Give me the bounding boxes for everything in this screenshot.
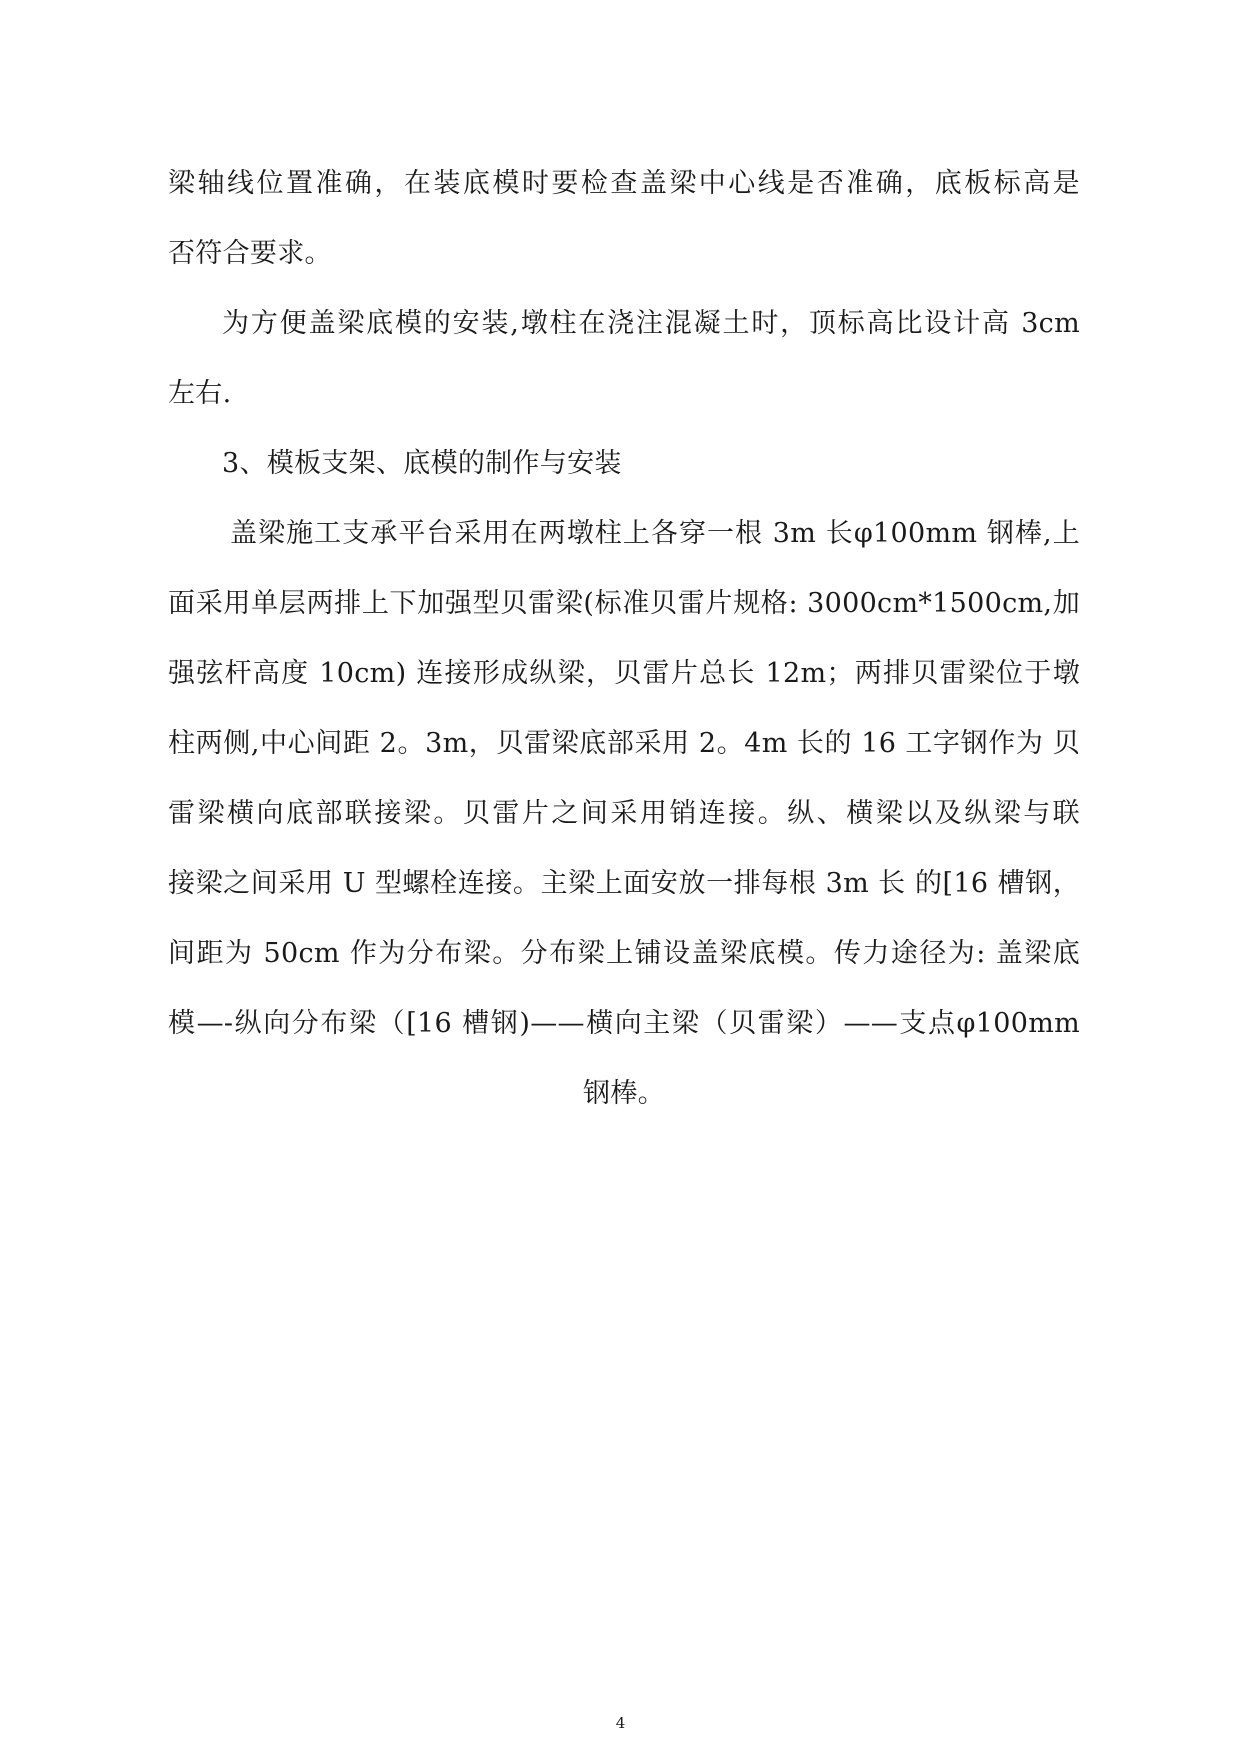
paragraph-line: 否符合要求。 (168, 238, 332, 269)
page-number: 4 (615, 1714, 626, 1732)
paragraph-line: 梁轴线位置准确，在装底模时要检查盖梁中心线是否准确，底板标高是 (168, 168, 1080, 199)
paragraph-line: 接梁之间采用 U 型螺栓连接。主梁上面安放一排每根 3m 长 的[16 槽钢， (168, 868, 1080, 899)
paragraph-line: 为方便盖梁底模的安装,墩柱在浇注混凝土时，顶标高比设计高 3cm (222, 308, 1080, 339)
paragraph-line: 间距为 50cm 作为分布梁。分布梁上铺设盖梁底模。传力途径为: 盖梁底 (168, 938, 1080, 969)
paragraph-line: 左右. (168, 378, 232, 409)
paragraph-line: 强弦杆高度 10cm) 连接形成纵梁，贝雷片总长 12m；两排贝雷梁位于墩 (168, 658, 1080, 689)
paragraph-line: 面采用单层两排上下加强型贝雷梁(标准贝雷片规格: 3000cm*1500cm,加 (168, 588, 1080, 619)
paragraph-line: 雷梁横向底部联接梁。贝雷片之间采用销连接。纵、横梁以及纵梁与联 (168, 798, 1080, 829)
section-heading: 3、模板支架、底模的制作与安装 (222, 448, 622, 479)
paragraph-line: 盖梁施工支承平台采用在两墩柱上各穿一根 3m 长φ100mm 钢棒,上 (230, 518, 1080, 549)
paragraph-line: 柱两侧,中心间距 2。3m，贝雷梁底部采用 2。4m 长的 16 工字钢作为 贝 (168, 728, 1080, 759)
paragraph-line: 钢棒。 (583, 1078, 665, 1109)
paragraph-line: 模—-纵向分布梁（[16 槽钢)——横向主梁（贝雷梁）——支点φ100mm (168, 1008, 1080, 1039)
